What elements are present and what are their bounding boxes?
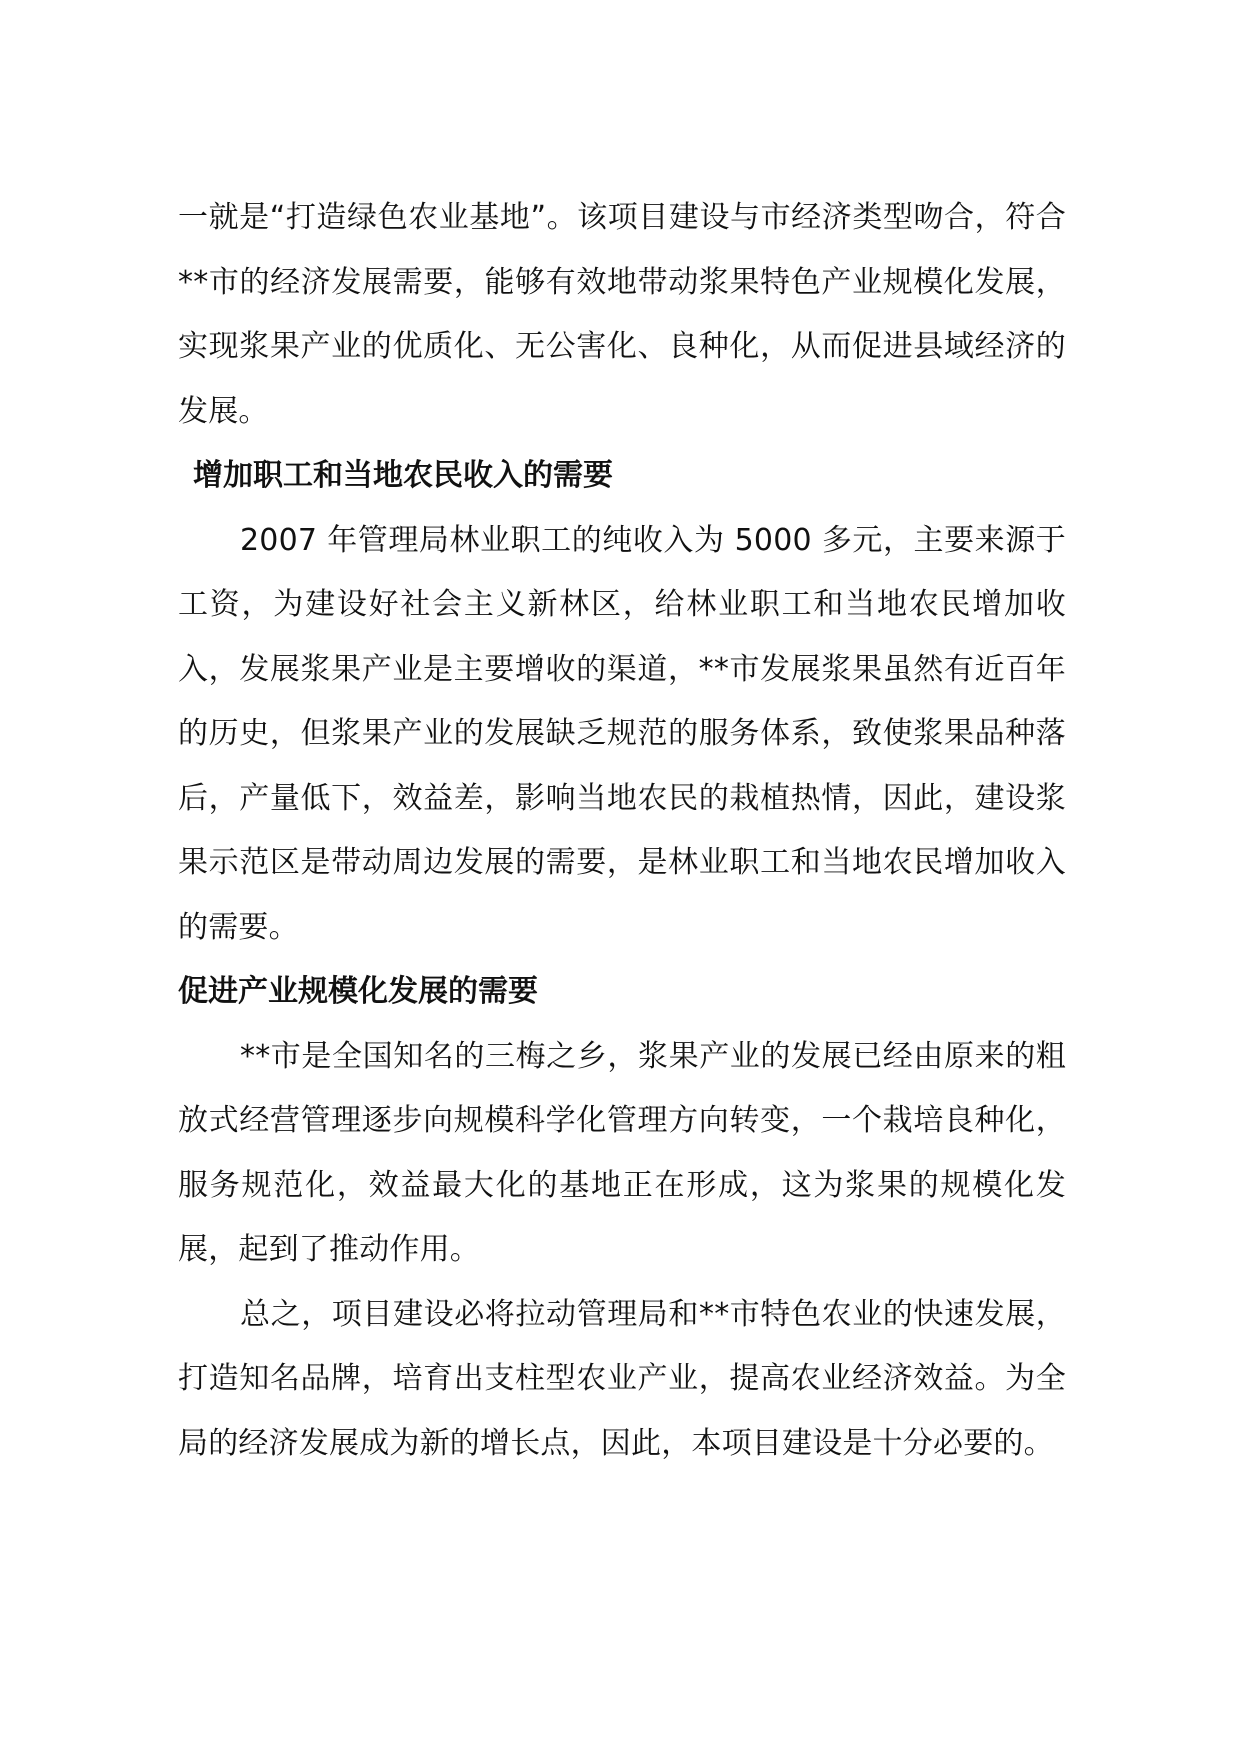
paragraph-scale-development: **市是全国知名的三梅之乡，浆果产业的发展已经由原来的粗放式经营管理逐步向规模科学化管理方向转变，一个栽培良种化，服务规范化，效益最大化的基地正在形成，这为浆果的规模化发展，起到了推动作用。 xyxy=(178,1038,1066,1267)
paragraph-conclusion: 总之，项目建设必将拉动管理局和**市特色农业的快速发展，打造知名品牌，培育出支柱型农业产业，提高农业经济效益。为全局的经济发展成为新的增长点，因此，本项目建设是十分必要的。 xyxy=(178,1296,1066,1461)
section-heading-income: 增加职工和当地农民收入的需要 xyxy=(193,458,613,493)
paragraph-green-agriculture-base: 一就是“打造绿色农业基地”。该项目建设与市经济类型吻合，符合**市的经济发展需要，能够有效地带动浆果特色产业规模化发展，实现浆果产业的优质化、无公害化、良种化，从而促进县域经济的发展。 xyxy=(178,200,1066,429)
section-heading-scale-development: 促进产业规模化发展的需要 xyxy=(178,974,538,1009)
paragraph-income: 2007 年管理局林业职工的纯收入为 5000 多元，主要来源于工资，为建设好社会主义新林区，给林业职工和当地农民增加收入，发展浆果产业是主要增收的渠道，**市发展浆果虽然有近百年的历史，但浆果产业的发展缺乏规范的服务体系，致使浆果品种落后，产量低下，效益差，影响当地农民的栽植热情，因此，建设浆果示范区是带动周边发展的需要，是林业职工和当地农民增加收入的需要。 xyxy=(178,522,1066,945)
document-body xyxy=(178,186,1066,1476)
